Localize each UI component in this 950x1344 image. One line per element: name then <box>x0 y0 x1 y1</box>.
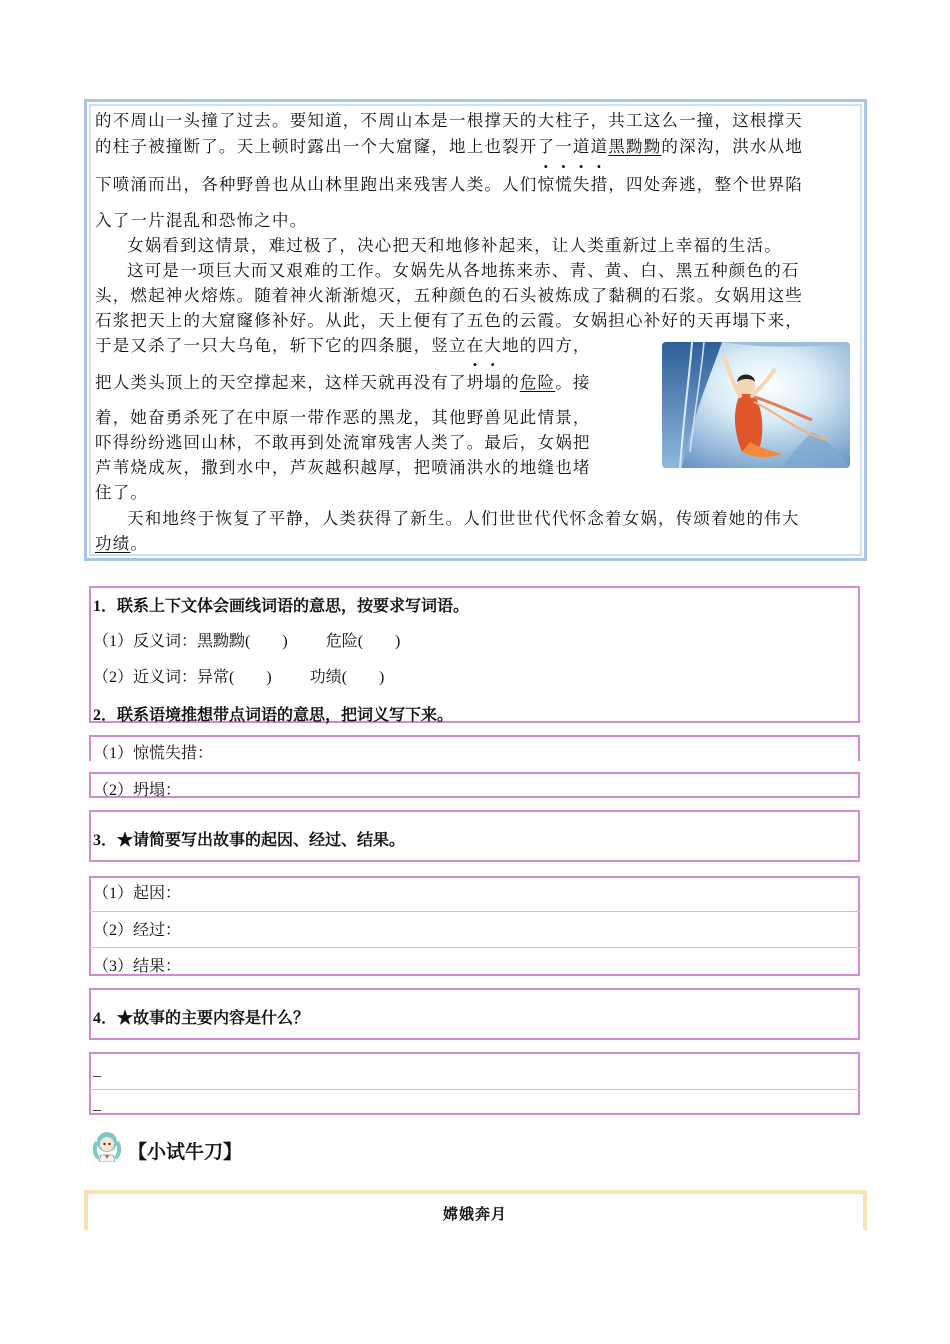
divider <box>89 911 860 912</box>
story-line <box>95 372 591 394</box>
q4-answer-box[interactable] <box>89 1052 860 1115</box>
q2-answer-1: （1）惊慌失措： <box>93 745 214 762</box>
dotted-char: 塌 <box>484 373 503 392</box>
story-line <box>95 174 803 196</box>
question-4-title: 4．★故事的主要内容是什么？ <box>93 1010 310 1027</box>
story-line: 天和地终于恢复了平静，人类获得了新生。人们世世代代怀念着女娲，传颂着她的伟大 <box>127 509 800 528</box>
story-line: 于是又杀了一只大乌龟，斩下它的四条腿，竖立在大地的四方， <box>95 336 591 355</box>
story-line: 石浆把天上的大窟窿修补好。从此，天上便有了五色的云霞。女娲担心补好的天再塌下来， <box>95 311 803 330</box>
story-line: 住了。 <box>95 483 149 502</box>
story-line: 头，燃起神火熔炼。随着神火渐渐熄灭，五种颜色的石头被炼成了黏稠的石浆。女娲用这些 <box>95 286 803 305</box>
dotted-char: 惊 <box>537 175 556 194</box>
question-1-title: 1．联系上下文体会画线词语的意思，按要求写词语。 <box>93 598 470 615</box>
story-line: 的不周山一头撞了过去。要知道，不周山本是一根撑天的大柱子，共工这么一撞，这根撑天 <box>95 111 803 130</box>
q2-answer-box[interactable] <box>89 772 860 798</box>
story-line: 着，她奋勇杀死了在中原一带作恶的黑龙，其他野兽见此情景， <box>95 408 591 427</box>
q3-answer-3: （3）结果： <box>93 958 182 975</box>
dotted-char: 坍 <box>466 373 485 392</box>
q4-blank-2: _ <box>93 1096 101 1113</box>
story-line: 这可是一项巨大而又艰难的工作。女娲先从各地拣来赤、青、黄、白、黑五种颜色的石 <box>127 261 800 280</box>
story-text: 的深沟，洪水从地 <box>661 137 804 156</box>
story-text: 的柱子被撞断了。天上顿时露出一个大窟窿，地上也裂开了一道道 <box>95 137 609 156</box>
underlined-word: 黑黝黝 <box>608 137 662 156</box>
next-story-title: 嫦娥奔月 <box>442 1205 507 1223</box>
dotted-char: 措 <box>590 175 609 194</box>
q1-answer-blank[interactable]: 危险( ) <box>325 633 401 650</box>
story-text: 下喷涌而出，各种野兽也从山林里跑出来残害人类。人们 <box>95 175 538 194</box>
dotted-char: 失 <box>572 175 591 194</box>
q3-answer-2: （2）经过： <box>93 922 182 939</box>
story-line: 芦苇烧成灰，撒到水中，芦灰越积越厚，把喷涌洪水的地缝也堵 <box>95 458 591 477</box>
q4-blank-1: _ <box>93 1062 101 1079</box>
q1-label: （1）反义词： <box>93 633 198 650</box>
q1-answer-blank[interactable]: 异常( ) <box>197 669 272 686</box>
story-line: 入了一片混乱和恐怖之中。 <box>95 211 308 230</box>
story-line: 吓得纷纷逃回山林，不敢再到处流窜残害人类了。最后，女娲把 <box>95 433 591 452</box>
student-girl-icon <box>91 1128 123 1162</box>
underlined-word: 危险 <box>519 373 556 392</box>
story-text: 。 <box>130 534 149 553</box>
story-text: 。接 <box>555 373 591 392</box>
story-line <box>95 136 803 158</box>
story-text: 的 <box>502 373 520 392</box>
divider <box>89 947 860 948</box>
question-2-title: 2．联系语境推想带点词语的意思，把词义写下来。 <box>93 707 454 724</box>
q3-answer-1: （1）起因： <box>93 885 182 902</box>
story-line: 女娲看到这情景，难过极了，决心把天和地修补起来，让人类重新过上幸福的生活。 <box>127 236 782 255</box>
q1-answer-blank[interactable]: 黑黝黝( ) <box>197 633 288 650</box>
q1-label: （2）近义词： <box>93 669 198 686</box>
story-text: ，四处奔逃，整个世界陷 <box>608 175 804 194</box>
divider <box>89 1089 860 1090</box>
q1-answer-blank[interactable]: 功绩( ) <box>309 669 385 686</box>
story-line <box>95 533 148 555</box>
q3-answer-box[interactable] <box>89 876 860 976</box>
story-box <box>84 99 867 561</box>
section-title: 【小试牛刀】 <box>128 1141 243 1163</box>
dotted-char: 慌 <box>555 175 573 194</box>
q2-answer-2: （2）坍塌： <box>93 782 182 799</box>
story-text: 把人类头顶上的天空撑起来，这样天就再没有了 <box>95 373 467 392</box>
underlined-word: 功绩 <box>95 534 131 553</box>
nuwa-illustration <box>662 342 850 468</box>
question-3-title: 3．★请简要写出故事的起因、经过、结果。 <box>93 832 406 849</box>
q1-row-antonym <box>93 628 400 651</box>
q1-row-synonym <box>93 664 384 687</box>
